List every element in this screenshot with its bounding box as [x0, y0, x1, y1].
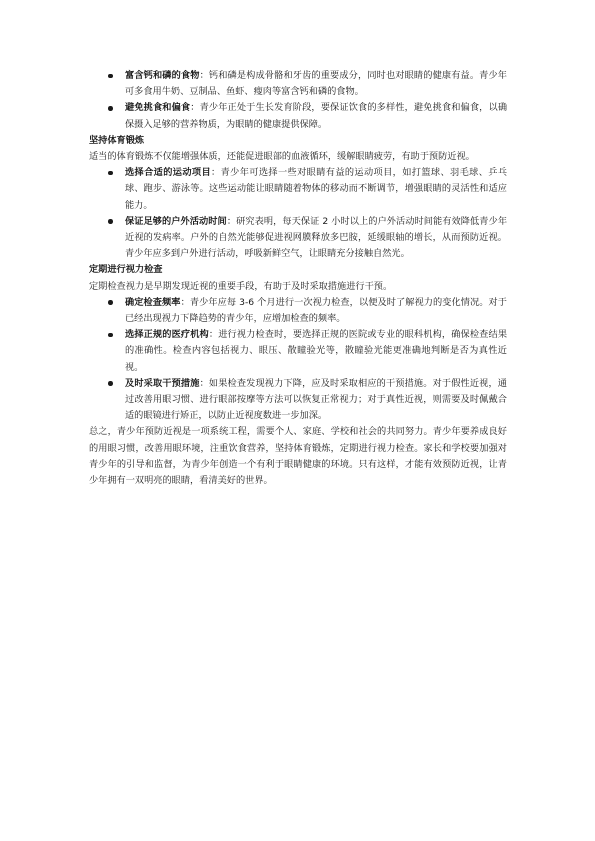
nutrition-list: [89, 68, 507, 133]
item-text: ：研究表明，每天保证 2 小时以上的户外活动时间能有效降低青少年近视的发病率。户外的自然光能够促进视网膜释放多巴胺，延缓眼轴的增长，从而预防近视。青少年应多到户外进行活动，呼吸新鲜空气，让眼睛充分接触自然光。: [125, 215, 508, 260]
item-term: 选择合适的运动项目: [125, 167, 212, 179]
item-text: ：进行视力检查时，要选择正规的医院或专业的眼科机构，确保检查结果的准确性。检查内容包括视力、眼压、散瞳验光等，散瞳验光能更准确地判断是否为真性近视。: [125, 329, 508, 373]
bullet-icon: [108, 333, 113, 338]
list-item: [89, 295, 507, 327]
bullet-icon: [108, 106, 113, 111]
item-term: 保证足够的户外活动时间: [125, 215, 227, 227]
item-text: ：青少年可选择一些对眼睛有益的运动项目，如打篮球、羽毛球、乒乓球、跑步、游泳等。这些运动能让眼睛随着物体的移动而不断调节，增强眼睛的灵活性和适应能力。: [125, 167, 508, 211]
item-term: 富含钙和磷的食物: [125, 70, 200, 81]
document-page: [89, 68, 507, 489]
section-heading-checkup: 定期进行视力检查: [89, 264, 163, 276]
exercise-list: [89, 165, 507, 262]
item-term: 避免挑食和偏食: [125, 102, 191, 114]
item-text: ：青少年应每 3-6 个月进行一次视力检查，以便及时了解视力的变化情况。对于已经出现视力下降趋势的青少年，应增加检查的频率。: [125, 296, 507, 325]
list-item: [89, 327, 507, 376]
bullet-icon: [108, 300, 113, 305]
item-text: ：如果检查发现视力下降，应及时采取相应的干预措施。对于假性近视，通过改善用眼习惯、进行眼部按摩等方法可以恢复正常视力；对于真性近视，则需要及时佩戴合适的眼镜进行矫正，以防止近视度数进一步加深。: [125, 377, 507, 422]
item-text: ：青少年正处于生长发育阶段，要保证饮食的多样性，避免挑食和偏食，以确保摄入足够的营养物质，为眼睛的健康提供保障。: [125, 102, 508, 130]
list-item: [89, 214, 507, 263]
item-term: 选择正规的医疗机构: [125, 329, 209, 341]
item-text: ：钙和磷是构成骨骼和牙齿的重要成分，同时也对眼睛的健康有益。青少年可多食用牛奶、豆制品、鱼虾、瘦肉等富含钙和磷的食物。: [125, 70, 507, 98]
checkup-list: [89, 295, 507, 425]
bullet-icon: [108, 74, 113, 79]
conclusion-paragraph: 总之，青少年预防近视是一项系统工程，需要个人、家庭、学校和社会的共同努力。青少年要养成良好的用眼习惯，改善用眼环境，注重饮食营养，坚持体育锻炼，定期进行视力检查。家长和学校要加强对青少年的引导和监督，为青少年创造一个有利于眼睛健康的环境。只有这样，才能有效预防近视，让青少年拥有一双明亮的眼睛，看清美好的世界。: [89, 426, 507, 487]
bullet-icon: [108, 171, 113, 176]
section-intro-exercise: 适当的体育锻炼不仅能增强体质，还能促进眼部的血液循环，缓解眼睛疲劳，有助于预防近视。: [89, 151, 475, 163]
list-item: [89, 68, 507, 100]
bullet-icon: [108, 381, 113, 386]
section-intro-checkup: 定期检查视力是早期发现近视的重要手段，有助于及时采取措施进行干预。: [89, 280, 393, 292]
list-item: [89, 165, 507, 214]
list-item: [89, 376, 507, 425]
item-term: 确定检查频率: [125, 296, 181, 308]
list-item: [89, 100, 507, 132]
section-heading-exercise: 坚持体育锻炼: [89, 134, 145, 146]
item-term: 及时采取干预措施: [125, 377, 200, 389]
bullet-icon: [108, 219, 113, 224]
